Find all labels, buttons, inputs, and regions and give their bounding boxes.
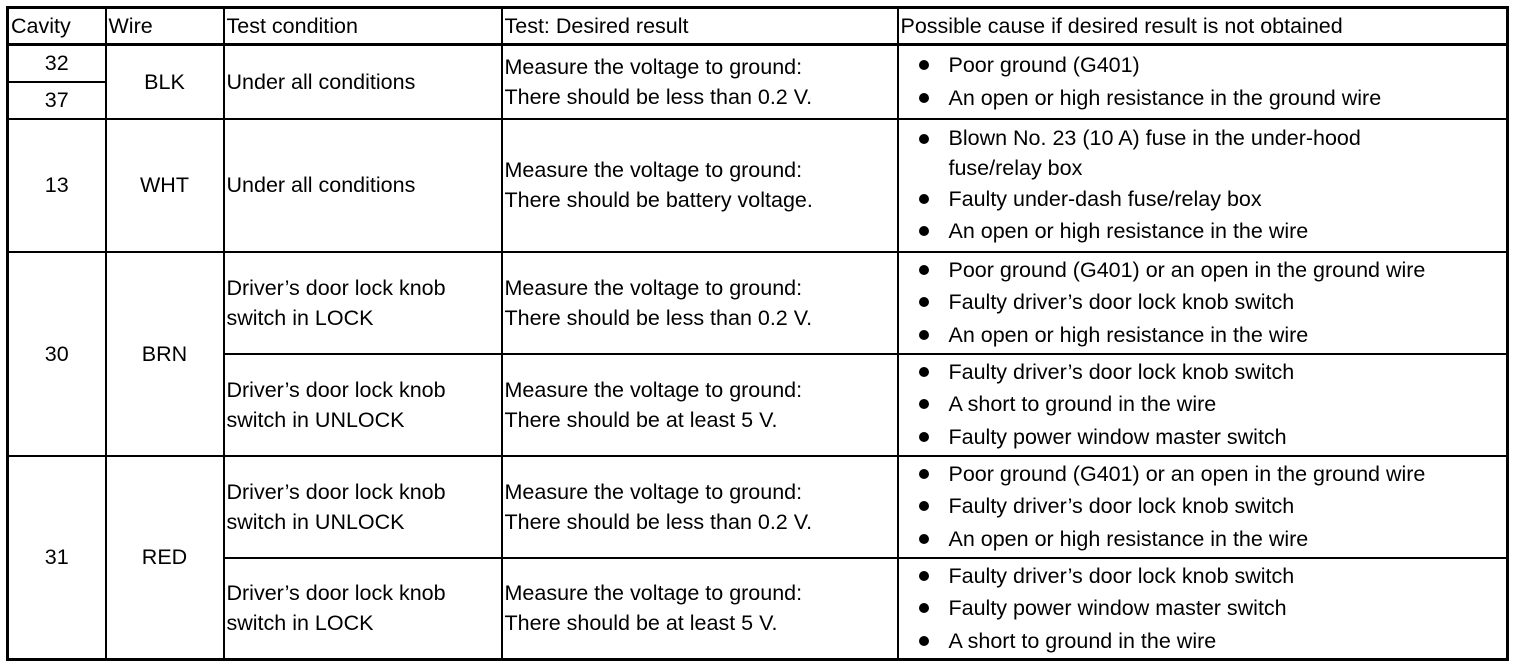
cause-list [899, 49, 1507, 114]
test-condition-line: switch in LOCK [226, 305, 374, 330]
cause-item: An open or high resistance in the wire [899, 215, 1507, 248]
header-wire: Wire [106, 8, 224, 45]
cause-list [899, 356, 1507, 454]
desired-result-line: There should be battery voltage. [504, 188, 813, 212]
cause-item: Poor ground (G401) or an open in the ground wire [899, 458, 1507, 491]
header-row [8, 8, 1508, 45]
cause-item: Faulty power window master switch [899, 421, 1507, 454]
possible-cause-cell [898, 354, 1508, 456]
desired-result-line: Measure the voltage to ground: [504, 377, 803, 402]
header-desired-result: Test: Desired result [502, 8, 898, 45]
cause-list [899, 254, 1507, 352]
test-condition-line: Driver’s door lock knob [226, 377, 446, 402]
possible-cause-cell [898, 456, 1508, 558]
wire-cell: RED [106, 456, 224, 660]
cavity-cell: 30 [8, 252, 106, 456]
desired-result-cell [502, 119, 898, 252]
test-condition-cell [224, 45, 502, 119]
possible-cause-cell [898, 119, 1508, 252]
test-condition-cell [224, 252, 502, 354]
wire-cell: BLK [106, 45, 224, 119]
desired-result-line: Measure the voltage to ground: [504, 479, 803, 504]
desired-result-line: There should be at least 5 V. [504, 611, 778, 636]
desired-result-line: There should be less than 0.2 V. [504, 509, 813, 534]
cause-list [899, 458, 1507, 556]
header-possible-cause: Possible cause if desired result is not obtained [898, 8, 1508, 45]
wire-cell: WHT [106, 119, 224, 252]
header-test-condition: Test condition [224, 8, 502, 45]
possible-cause-cell [898, 558, 1508, 660]
test-condition-cell [224, 558, 502, 660]
cause-item: Poor ground (G401) or an open in the ground wire [899, 254, 1507, 287]
cause-item: An open or high resistance in the wire [899, 523, 1507, 556]
desired-result-cell [502, 45, 898, 119]
cause-item: A short to ground in the wire [899, 388, 1507, 421]
test-condition-cell [224, 456, 502, 558]
test-condition-line: Driver’s door lock knob [226, 275, 446, 300]
desired-result-line: There should be at least 5 V. [504, 407, 778, 432]
cavity-cell: 32 [8, 45, 106, 82]
desired-result-cell [502, 252, 898, 354]
desired-result-line: Measure the voltage to ground: [504, 275, 803, 300]
test-condition-cell [224, 354, 502, 456]
cause-item: Faulty driver’s door lock knob switch [899, 490, 1507, 523]
test-condition-line: Under all conditions [226, 69, 416, 94]
cause-item: Blown No. 23 (10 A) fuse in the under-hood fuse/relay box [899, 123, 1449, 183]
wire-cell: BRN [106, 252, 224, 456]
cause-item: Poor ground (G401) [899, 49, 1507, 82]
possible-cause-cell [898, 252, 1508, 354]
cause-item: Faulty power window master switch [899, 592, 1507, 625]
troubleshooting-table [6, 6, 1509, 661]
troubleshooting-table-container [6, 6, 1509, 661]
cavity-cell: 37 [8, 82, 106, 119]
test-condition-line: switch in UNLOCK [226, 407, 405, 432]
table-row [8, 252, 1508, 354]
cause-item: An open or high resistance in the ground wire [899, 82, 1507, 115]
cause-item: Faulty driver’s door lock knob switch [899, 356, 1507, 389]
cause-list [899, 123, 1507, 248]
desired-result-line: There should be less than 0.2 V. [504, 84, 813, 109]
test-condition-cell [224, 119, 502, 252]
possible-cause-cell [898, 45, 1508, 119]
cavity-cell: 13 [8, 119, 106, 252]
table-row [8, 558, 1508, 660]
header-cavity: Cavity [8, 8, 106, 45]
cause-item: A short to ground in the wire [899, 625, 1507, 658]
desired-result-line: Measure the voltage to ground: [504, 581, 803, 606]
cause-item: An open or high resistance in the wire [899, 319, 1507, 352]
cause-item: Faulty driver’s door lock knob switch [899, 560, 1507, 593]
cause-list [899, 560, 1507, 658]
test-condition-line: Driver’s door lock knob [226, 581, 446, 606]
test-condition-line: Driver’s door lock knob [226, 479, 446, 504]
desired-result-line: Measure the voltage to ground: [504, 54, 803, 79]
desired-result-cell [502, 456, 898, 558]
test-condition-line: switch in LOCK [226, 611, 374, 636]
table-row [8, 456, 1508, 558]
desired-result-line: There should be less than 0.2 V. [504, 305, 813, 330]
test-condition-line: Under all conditions [226, 173, 416, 197]
desired-result-cell [502, 354, 898, 456]
cause-item: Faulty under-dash fuse/relay box [899, 183, 1507, 216]
desired-result-line: Measure the voltage to ground: [504, 158, 803, 182]
table-row [8, 354, 1508, 456]
test-condition-line: switch in UNLOCK [226, 509, 405, 534]
desired-result-cell [502, 558, 898, 660]
table-row [8, 45, 1508, 82]
cavity-cell: 31 [8, 456, 106, 660]
cause-item: Faulty driver’s door lock knob switch [899, 286, 1507, 319]
table-row [8, 119, 1508, 252]
